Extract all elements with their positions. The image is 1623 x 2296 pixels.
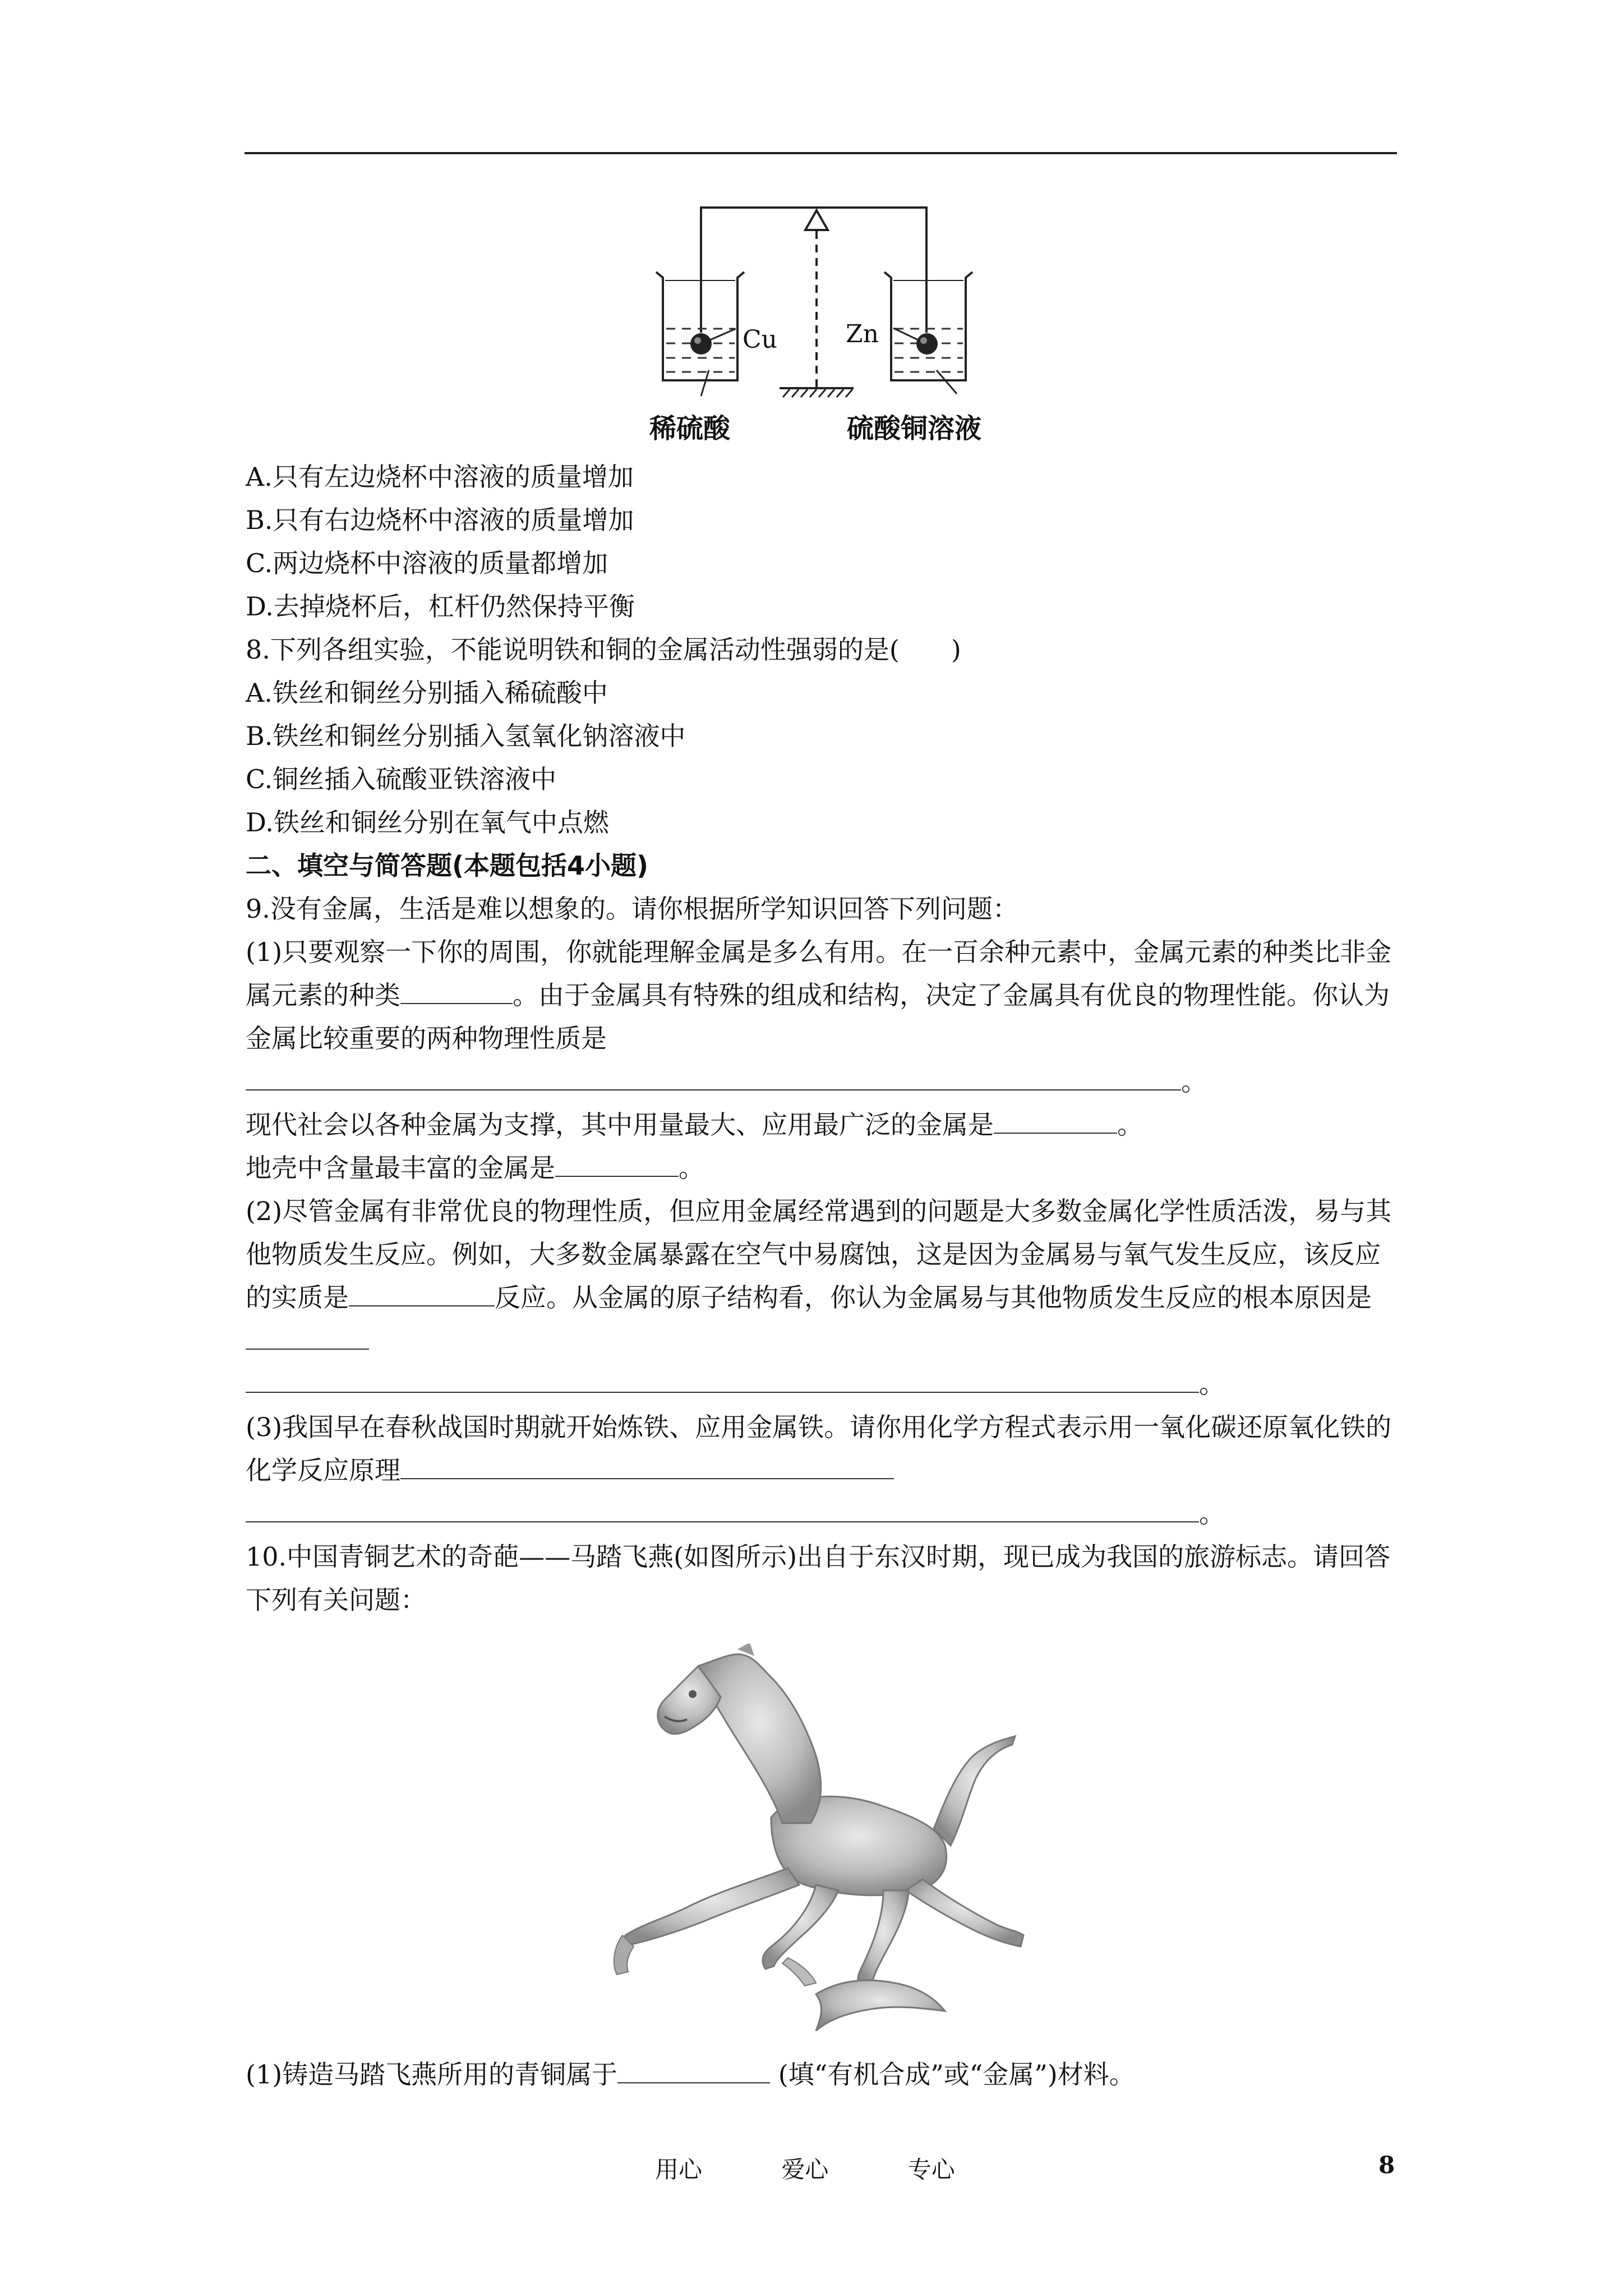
footer-motto-3: 专心 [907,2156,955,2183]
period: 。 [1181,1066,1207,1097]
section-heading: 二、填空与简答题(本题包括4小题) [246,850,649,881]
q10-part1 [246,2053,1401,2096]
q8-option-d: D.铁丝和铜丝分别在氧气中点燃 [246,807,609,838]
q9-reason-line [246,1363,1401,1406]
footer [0,2151,1623,2185]
q9-part1-text-d: 地壳中含量最丰富的金属是 [246,1153,555,1183]
page-number: 8 [1378,2151,1395,2179]
q9-part3-text-a: (3)我国早在春秋战国时期就开始炼铁、应用金属铁。请你用化学方程式表示用一氧化碳还原氧化铁的化学反应原理 [246,1412,1392,1485]
lever-beaker-diagram [639,202,1021,454]
q9-stem: 9.没有金属，生活是难以想象的。请你根据所学知识回答下列问题： [246,894,1018,924]
q9-blank-most-used-metal[interactable] [994,1110,1117,1134]
q8-option-a: A.铁丝和铜丝分别插入稀硫酸中 [246,678,608,708]
q9-part2-text-b: 反应。从金属的原子结构看，你认为金属易与其他物质发生反应的根本原因是 [495,1282,1372,1313]
q9-blank-equation[interactable] [246,1499,1199,1522]
footer-motto-2: 爱心 [781,2156,829,2183]
period: 。 [679,1153,704,1183]
left-beaker-label: 稀硫酸 [649,413,731,444]
q8-option-b: B.铁丝和铜丝分别插入氢氧化钠溶液中 [246,721,686,751]
q9-part1-text-b: 。由于金属具有特殊的组成和结构，决定了金属具有优良的物理性能。你认为金属比较重要的两种物理性质是 [246,980,1390,1053]
q7-option-b: B.只有右边烧杯中溶液的质量增加 [246,505,634,535]
q8-stem: 8.下列各组实验，不能说明铁和铜的金属活动性强弱的是( ) [246,634,961,665]
q9-physical-properties-line [246,1060,1401,1103]
q7-option-a: A.只有左边烧杯中溶液的质量增加 [246,462,634,492]
q8-option-c: C.铜丝插入硫酸亚铁溶液中 [246,764,557,794]
q9-part2 [246,1190,1401,1363]
q7-option-d: D.去掉烧杯后，杠杆仍然保持平衡 [246,591,635,622]
q9-part1-text-c: 现代社会以各种金属为支撑，其中用量最大、应用最广泛的金属是 [246,1110,994,1140]
footer-motto [655,2151,1027,2185]
period: 。 [1199,1498,1225,1529]
q9-part1-text-a: (1)只要观察一下你的周围，你就能理解金属是多么有用。在一百余种元素中，金属元素的种类比非金属元素的种类 [246,937,1392,1010]
q9-blank-reason-start[interactable] [246,1326,369,1350]
q10-part1-text-a: (1)铸造马踏飞燕所用的青铜属于 [246,2059,618,2090]
period: 。 [1199,1369,1225,1399]
q9-most-used-metal-line [246,1103,1401,1147]
q9-blank-crust-metal[interactable] [555,1153,679,1177]
cu-label: Cu [743,325,778,354]
q9-part2-text-a: (2)尽管金属有非常优良的物理性质，但应用金属经常遇到的问题是大多数金属化学性质活泼，易与其他物质发生反应。例如，大多数金属暴露在空气中易腐蚀，这是因为金属易与氧气发生反应，该反应的实质是 [246,1196,1392,1313]
q9-blank-reaction-type[interactable] [349,1283,495,1306]
q9-equation-line [246,1492,1401,1535]
q9-blank-equation-start[interactable] [400,1456,894,1479]
q10-stem: 10.中国青铜艺术的奇葩——马踏飞燕(如图所示)出自于东汉时期，现已成为我国的旅游标志。请回答下列有关问题： [246,1542,1391,1615]
q10-part1-text-b: (填“有机合成”或“金属”)材料。 [770,2059,1135,2090]
header-rule [245,152,1397,154]
q9-blank-metal-count[interactable] [400,981,513,1004]
q9-part3 [246,1406,1401,1492]
q10-blank-material[interactable] [617,2060,770,2083]
period: 。 [1117,1110,1143,1140]
footer-motto-1: 用心 [655,2156,703,2183]
q7-option-c: C.两边烧杯中溶液的质量都增加 [246,548,608,578]
q9-blank-physical-properties[interactable] [246,1067,1181,1091]
zn-label: Zn [846,320,879,348]
q9-blank-reason[interactable] [246,1369,1199,1393]
bronze-horse-image [603,1644,1029,2036]
right-beaker-label: 硫酸铜溶液 [847,413,982,444]
q9-crust-metal-line [246,1147,1401,1190]
content [246,455,1401,1622]
q9-part1 [246,931,1401,1060]
